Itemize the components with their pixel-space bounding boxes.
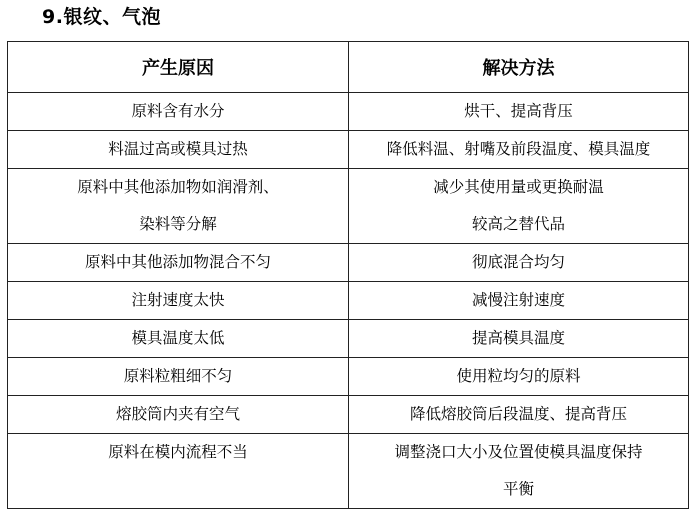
cause-cell xyxy=(8,244,349,282)
cause-cell-line: 染料等分解 xyxy=(139,215,217,233)
cause-cell xyxy=(8,169,349,244)
cause-cell xyxy=(8,396,349,434)
table-row xyxy=(8,131,689,169)
solution-cell-line: 使用粒均匀的原料 xyxy=(456,367,581,385)
solution-cell-line: 降低料温、射嘴及前段温度、模具温度 xyxy=(386,140,651,158)
table-row xyxy=(8,358,689,396)
cause-cell xyxy=(8,434,349,509)
cause-cell xyxy=(8,131,349,169)
cause-cell-line: 熔胶筒内夹有空气 xyxy=(115,405,240,423)
solution-cell-line: 较高之替代品 xyxy=(471,215,565,233)
table-row xyxy=(8,282,689,320)
solution-cell xyxy=(349,434,689,509)
table-row xyxy=(8,320,689,358)
solution-cell-line: 彻底混合均匀 xyxy=(471,253,565,271)
solution-cell xyxy=(349,396,689,434)
cause-cell-line: 料温过高或模具过热 xyxy=(108,140,248,158)
solution-cell-line: 调整浇口大小及位置使模具温度保持 xyxy=(394,443,643,461)
cause-cell-line: 原料含有水分 xyxy=(131,102,225,120)
table-header-row xyxy=(8,42,689,93)
table-row xyxy=(8,396,689,434)
solution-cell xyxy=(349,93,689,131)
solution-cell xyxy=(349,358,689,396)
cause-cell-line: 模具温度太低 xyxy=(131,329,225,347)
cause-cell xyxy=(8,282,349,320)
table-row xyxy=(8,434,689,509)
solution-cell-line: 减慢注射速度 xyxy=(471,291,565,309)
table-row xyxy=(8,93,689,131)
cause-cell-line: 原料粒粗细不匀 xyxy=(123,367,233,385)
cause-cell-line: 原料中其他添加物混合不匀 xyxy=(84,253,271,271)
table-row xyxy=(8,244,689,282)
cause-cell xyxy=(8,358,349,396)
solution-cell-line: 平衡 xyxy=(502,480,534,498)
solution-cell-line: 减少其使用量或更换耐温 xyxy=(433,178,604,196)
cause-cell-line: 原料中其他添加物如润滑剂、 xyxy=(77,178,279,196)
solution-cell xyxy=(349,169,689,244)
cause-cell-line: 原料在模内流程不当 xyxy=(108,443,248,461)
solution-cell-line: 烘干、提高背压 xyxy=(464,102,573,120)
cause-solution-table xyxy=(7,41,689,509)
section-heading: 9.银纹、气泡 xyxy=(42,6,161,28)
solution-cell xyxy=(349,131,689,169)
cause-cell-line: 注射速度太快 xyxy=(131,291,225,309)
header-cause: 产生原因 xyxy=(8,42,349,93)
cause-cell xyxy=(8,320,349,358)
solution-cell-line: 提高模具温度 xyxy=(471,329,565,347)
solution-cell-line: 降低熔胶筒后段温度、提高背压 xyxy=(409,405,627,423)
cause-cell xyxy=(8,93,349,131)
solution-cell xyxy=(349,320,689,358)
solution-cell xyxy=(349,282,689,320)
table-row xyxy=(8,169,689,244)
solution-cell xyxy=(349,244,689,282)
header-solution: 解决方法 xyxy=(349,42,689,93)
